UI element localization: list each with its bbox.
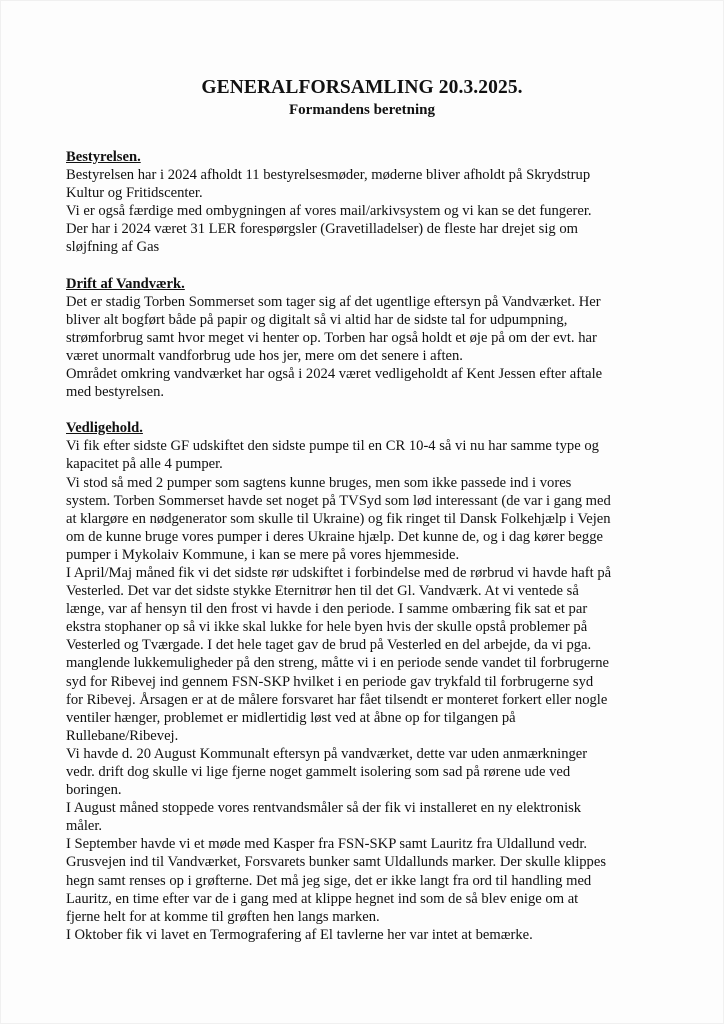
section — [66, 148, 666, 257]
text-line: med bestyrelsen. — [66, 384, 165, 401]
text-line: Vesterled og Tværgade. I det hele taget gav de brud på Vesterled en del arbejde, da vi pga. — [66, 637, 592, 654]
text-line: Rullebane/Ribevej. — [66, 727, 179, 744]
text-line: manglende lukkemuligheder på den streng, måtte vi i en periode sende vandet til forbrugerne — [66, 655, 610, 672]
text-line: for Ribevej. Årsagen er at de målere forsvaret har fået tilsendt er monteret forkert eller nogle — [66, 691, 608, 708]
text-line: Bestyrelsen har i 2024 afholdt 11 bestyrelsesmøder, møderne bliver afholdt på Skrydstrup — [66, 167, 591, 184]
text-line: længe, var af hensyn til den frost vi havde i den periode. I samme ombæring fik sat et par — [66, 601, 588, 618]
text-line: måler. — [66, 818, 103, 835]
text-line: fjerne helt for at komme til grøften hen langs marken. — [66, 908, 380, 925]
text-line: I Oktober fik vi lavet en Termografering af El tavlerne her var intet at bemærke. — [66, 926, 533, 943]
text-line: ventiler hænger, problemet er midlertidig løst ved at åbne op for tilgangen på — [66, 709, 516, 726]
text-line: boringen. — [66, 782, 122, 799]
text-line: Vesterled. Det var det sidste stykke Eternitrør hen til det Gl. Vandværk. At vi ventede så — [66, 583, 579, 600]
document-body — [66, 148, 666, 962]
text-line: kapacitet på alle 4 pumper. — [66, 456, 223, 473]
section — [66, 419, 666, 944]
text-line: I April/Maj måned fik vi det sidste rør udskiftet i forbindelse med de rørbrud vi havde haft på — [66, 564, 612, 581]
text-line: Det er stadig Torben Sommerset som tager sig af det ugentlige eftersyn på Vandværket. Her — [66, 293, 601, 310]
text-line: I August måned stoppede vores rentvandsmåler så der fik vi installeret en ny elektronisk — [66, 800, 582, 817]
section-heading: Vedligehold. — [66, 420, 143, 437]
text-line: Grusvejen ind til Vandværket, Forsvarets bunker samt Uldallunds marker. Der skulle klippes — [66, 854, 607, 871]
text-line: sløjfning af Gas — [66, 239, 160, 256]
text-line: vedr. drift dog skulle vi lige fjerne noget gammelt isolering som sad på rørene ude ved — [66, 764, 571, 780]
text-line: Området omkring vandværket har også i 2024 været vedligeholdt af Kent Jessen efter aftale — [66, 366, 603, 383]
section — [66, 275, 666, 402]
text-line: ekstra stophaner op så vi ikke skal lukke for hele byen hvis der skulle opstå problemer på — [66, 619, 588, 636]
section-heading: Bestyrelsen. — [66, 149, 141, 165]
section-heading: Drift af Vandværk. — [66, 275, 185, 292]
text-line: Lauritz, en time efter var de i gang med at klippe hegnet ind som de så blev enige om at — [66, 890, 579, 907]
text-line: at klargøre en nødgenerator som skulle til Ukraine) og fik ringet til Dansk Folkehjælp i Vejen — [66, 510, 611, 527]
text-line: om de kunne bruge vores pumper i deres Ukraine hjælp. Det kunne de, og i dag kører begge — [66, 528, 603, 545]
text-line: I September havde vi et møde med Kasper fra FSN-SKP samt Lauritz fra Uldallund vedr. — [66, 836, 588, 853]
text-line: Vi havde d. 20 August Kommunalt eftersyn på vandværket, dette var uden anmærkninger — [66, 745, 588, 762]
text-line: Der har i 2024 været 31 LER forespørgsler (Gravetilladelser) de fleste har drejet sig om — [66, 221, 578, 238]
page-title: GENERALFORSAMLING 20.3.2025. — [201, 77, 523, 98]
text-line: Kultur og Fritidscenter. — [66, 185, 203, 202]
text-line: Vi stod så med 2 pumper som sagtens kunne bruges, men som ikke passede ind i vores — [66, 474, 572, 491]
text-line: Vi er også færdige med ombygningen af vores mail/arkivsystem og vi kan se det fungerer. — [66, 203, 592, 220]
page-subtitle: Formandens beretning — [289, 102, 435, 118]
text-line: bliver alt bogført både på papir og digitalt så vi altid har de sidste tal for udpumpning, — [66, 311, 568, 328]
text-line: system. Torben Sommerset havde set noget på TVSyd som lød interessant (de var i gang med — [66, 492, 611, 509]
text-line: hegn samt renses op i grøfterne. Det må jeg sige, det er ikke langt fra ord til handling med — [66, 872, 592, 889]
text-line: Vi fik efter sidste GF udskiftet den sidste pumpe til en CR 10-4 så vi nu har samme type og — [66, 438, 599, 455]
text-line: pumper i Mykolaiv Kommune, i kan se mere på vores hjemmeside. — [66, 546, 460, 563]
text-line: strømforbrug samt hvor meget vi henter op. Torben har også holdt et øje på om der evt. har — [66, 329, 597, 346]
text-line: syd for Ribevej ind gennem FSN-SKP hvilket i en periode gav trykfald til forbrugerne syd — [66, 673, 594, 690]
text-line: været unormalt vandforbrug ude hos jer, mere om det senere i aften. — [66, 347, 463, 364]
